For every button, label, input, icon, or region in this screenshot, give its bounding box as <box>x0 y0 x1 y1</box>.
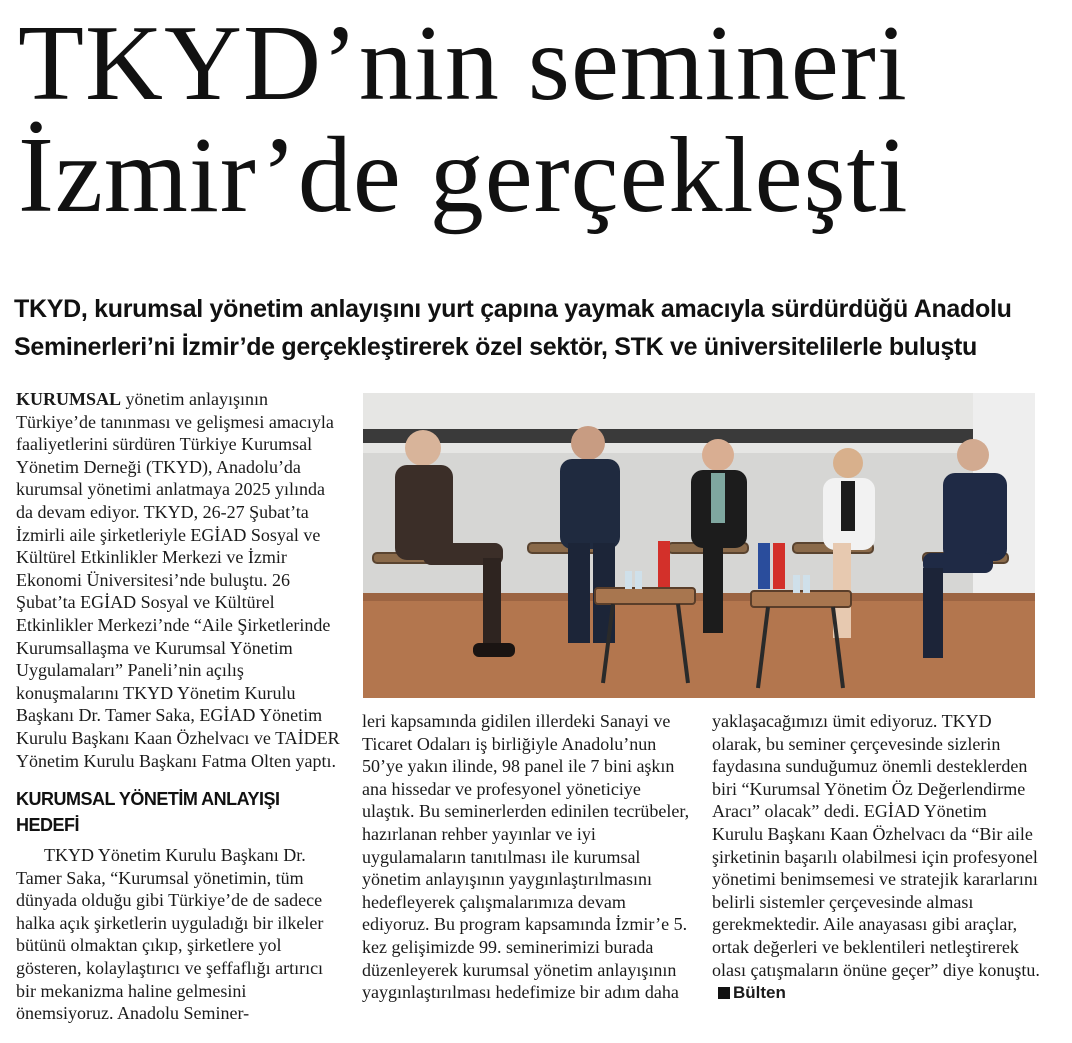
lead-paragraph-text: yönetim anlayışının Türkiye’de tanınması ve gelişmesi amacıyla faaliyetlerini sürdüren Türkiye Kurumsal Yönetim Derneği (TKYD), Anadolu’da kurumsal yönetimi anlatmaya 2025 yılında da devam ediyor. TKYD, 26-27 Şubat’ta İzmirli aile şirketleriyle EGİAD Sosyal ve Kültürel Etkinlikler Merkezi ve İzmir Ekonomi Üniversitesi’nde buluştu. 26 Şubat’ta EGİAD Sosyal ve Kültürel Etkinlikler Merkezi’nde “Aile Şirketlerinde Kurumsallaşma ve Kurumsal Yönetim Uygulamaları” Paneli’nin açılış konuşmalarını TKYD Yönetim Kurulu Başkanı Dr. Tamer Saka, EGİAD Yönetim Kurulu Başkanı Kaan Özhelvacı ve TAİDER Yönetim Kurulu Başkanı Fatma Olten yaptı. <box>16 389 340 771</box>
signature: Bülten <box>733 983 786 1003</box>
section-heading: KURUMSAL YÖNETİM ANLAYIŞI HEDEFİ <box>16 789 280 836</box>
headline-line-1: TKYD’nin semineri <box>18 4 908 123</box>
lead-paragraph <box>16 388 342 772</box>
quote-paragraph: TKYD Yönetim Kurulu Başkanı Dr. Tamer Saka, “Kurumsal yönetimin, tüm dünyada olduğu gibi Türkiye’de de sadece halka açık şirketlerin uyguladığı bir ilkeler bütünü olmaktan çıkıp, şirketlere yol gösteren, kolaylaştırıcı ve şeffaflığı artırıcı bir mekanizma haline gelmesini önemsiyoruz. Anadolu Seminer- <box>16 845 324 1024</box>
headline <box>18 4 1058 235</box>
column-3-text: yaklaşacağımızı ümit ediyoruz. TKYD olarak, bu seminer çerçevesinde sizlerin faydasına sunduğumuz önemli desteklerden biri “Kurumsal Yönetim Öz Değerlendirme Aracı” olacak” dedi. EGİAD Yönetim Kurulu Başkanı Kaan Özhelvacı da “Bir aile şirketinin başarılı olabilmesi için profesyonel yönetimi benimsemesi ve stratejik kararlarını belirli sistemler çerçevesinde alması gerekmektedir. Aile anayasası gibi araçlar, ortak değerleri ve beklentileri netleştirerek olası çatışmaların önüne geçer” diye konuştu. <box>712 711 1040 980</box>
photo-illustration <box>363 393 1035 698</box>
column-2-text: leri kapsamında gidilen illerdeki Sanayi ve Ticaret Odaları iş birliğiyle Anadolu’nun 50’ye yakın ilinde, 98 panel ile 7 bini aşkın ana hissedar ve profesyonel yöneticiye ulaştık. Bu seminerlerden edinilen tecrübeler, hazırlanan rehber yayınlar ve iyi uygulamaların tanıtılması ile kurumsal yönetim anlayışının yaygınlaştırılmasını hedefleyerek çalışmalarımıza devam ediyoruz. Bu program kapsamında İzmir’e 5. kez gelişimizde 99. seminerimizi burada düzenleyerek kurumsal yönetim anlayışının yaygınlaştırılması hedefimize bir adım daha <box>362 711 690 1003</box>
article-column-1 <box>16 388 342 1025</box>
article-column-2 <box>362 710 692 1004</box>
column-3-paragraph <box>712 710 1042 1005</box>
headline-line-2: İzmir’de gerçekleşti <box>18 116 909 235</box>
subheadline <box>14 290 1064 366</box>
lead-word: KURUMSAL <box>16 389 122 409</box>
subheadline-line-1: TKYD, kurumsal yönetim anlayışını yurt çapına yaymak amacıyla sürdürdüğü Anadolu <box>14 295 1012 323</box>
panel-photo <box>363 393 1035 698</box>
signature-square-icon <box>718 987 730 999</box>
article-column-3 <box>712 710 1042 1005</box>
subheadline-line-2: Seminerleri’ni İzmir’de gerçekleştirerek özel sektör, STK ve üniversitelilerle buluştu <box>14 333 978 361</box>
